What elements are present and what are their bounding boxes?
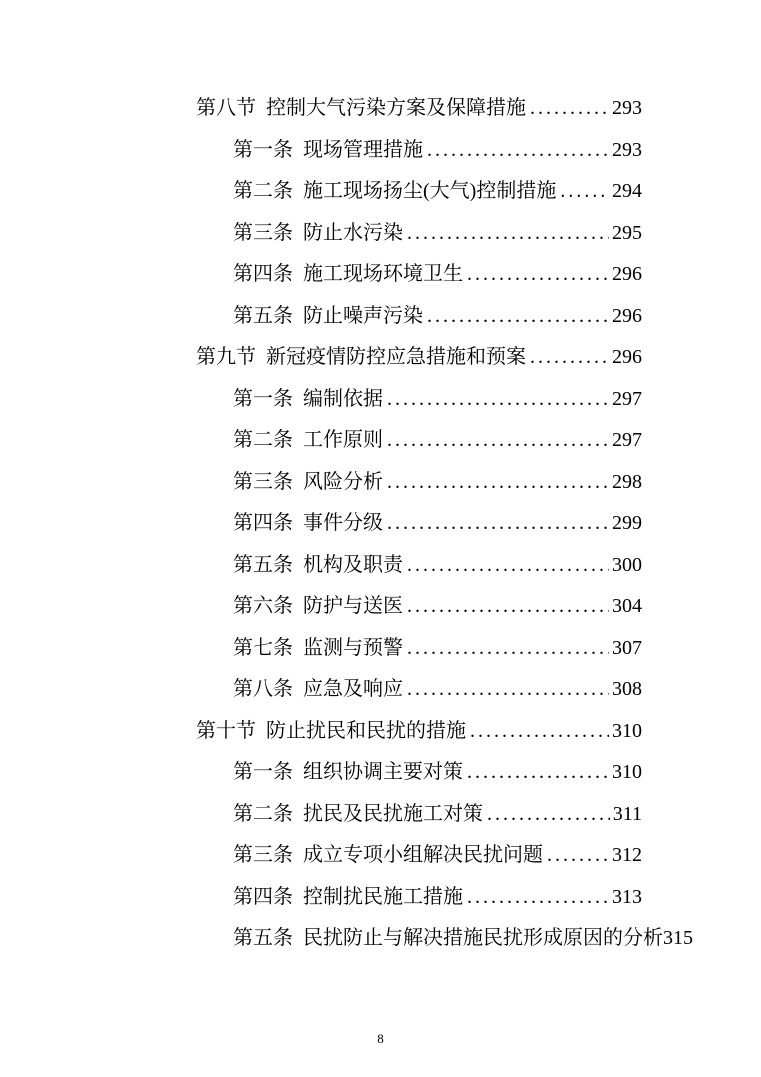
toc-sub-entry — [196, 752, 642, 794]
toc-sub-entry — [196, 296, 642, 338]
toc-entry-label: 第五条 防止噪声污染 — [233, 304, 423, 327]
toc-leader-dots — [467, 254, 609, 296]
toc-entry-label: 第三条 成立专项小组解决民扰问题 — [233, 844, 543, 866]
toc-sub-entry — [196, 130, 642, 172]
toc-entry-label: 第八条 应急及响应 — [233, 678, 403, 700]
toc-entry-page: 297 — [612, 429, 642, 451]
toc-entry-page: 300 — [612, 553, 642, 576]
toc-entry-page: 293 — [612, 97, 642, 119]
toc-leader-dots — [427, 296, 609, 338]
toc-sub-entry — [196, 420, 642, 462]
toc-sub-entry — [196, 379, 642, 421]
toc-leader-dots — [467, 752, 609, 794]
toc-entry-page: 295 — [612, 221, 642, 244]
toc-leader-dots — [407, 628, 609, 670]
toc-leader-dots — [467, 877, 609, 919]
toc-leader-dots — [407, 213, 609, 255]
toc-sub-entry — [196, 545, 642, 587]
toc-entry-label: 第十节 防止扰民和民扰的措施 — [196, 719, 466, 742]
toc-sub-entry — [196, 918, 693, 960]
toc-entry-label: 第一条 编制依据 — [233, 387, 383, 410]
toc-leader-dots — [530, 88, 609, 130]
toc-leader-dots — [387, 379, 609, 421]
toc-section-entry — [196, 711, 642, 753]
toc-entry-page: 310 — [612, 761, 642, 783]
toc-list — [196, 88, 693, 960]
toc-sub-entry — [196, 586, 642, 628]
toc-leader-dots — [547, 835, 609, 877]
toc-entry-label: 第二条 扰民及民扰施工对策 — [233, 802, 483, 825]
toc-entry-page: 298 — [612, 470, 642, 493]
toc-leader-dots — [487, 794, 610, 836]
toc-leader-dots — [407, 586, 609, 628]
toc-entry-label: 第八节 控制大气污染方案及保障措施 — [196, 97, 526, 119]
toc-entry-label: 第五条 机构及职责 — [233, 553, 403, 576]
toc-sub-entry — [196, 503, 642, 545]
toc-sub-entry — [196, 254, 642, 296]
toc-section-entry — [196, 88, 642, 130]
toc-sub-entry — [196, 462, 642, 504]
toc-sub-entry — [196, 171, 642, 213]
toc-leader-dots — [560, 171, 609, 213]
toc-entry-page: 311 — [612, 802, 642, 825]
toc-entry-label: 第一条 组织协调主要对策 — [233, 761, 463, 783]
toc-sub-entry — [196, 794, 642, 836]
toc-entry-label: 第一条 现场管理措施 — [233, 138, 423, 161]
toc-entry-label: 第六条 防护与送医 — [233, 595, 403, 617]
toc-entry-label: 第三条 风险分析 — [233, 470, 383, 493]
toc-entry-page: 293 — [612, 138, 642, 161]
toc-entry-page: 299 — [612, 512, 642, 534]
toc-sub-entry — [196, 877, 642, 919]
toc-sub-entry — [196, 628, 642, 670]
toc-entry-label: 第三条 防止水污染 — [233, 221, 403, 244]
toc-entry-page: 304 — [612, 595, 642, 617]
toc-entry-page: 310 — [612, 719, 642, 742]
toc-entry-page: 308 — [612, 678, 642, 700]
toc-entry-label: 第二条 施工现场扬尘(大气)控制措施 — [233, 180, 557, 202]
toc-entry-page: 313 — [612, 885, 642, 908]
toc-entry-label: 第四条 控制扰民施工措施 — [233, 885, 463, 908]
page-number: 8 — [377, 1031, 384, 1046]
toc-entry-page: 315 — [663, 927, 693, 949]
toc-leader-dots — [387, 420, 609, 462]
toc-entry-label: 第二条 工作原则 — [233, 429, 383, 451]
toc-sub-entry — [196, 669, 642, 711]
toc-leader-dots — [530, 337, 609, 379]
toc-leader-dots — [387, 503, 609, 545]
toc-sub-entry — [196, 835, 642, 877]
toc-entry-page: 297 — [612, 387, 642, 410]
toc-entry-page: 296 — [612, 346, 642, 368]
toc-sub-entry — [196, 213, 642, 255]
toc-entry-label: 第七条 监测与预警 — [233, 636, 403, 659]
toc-entry-label: 第五条 民扰防止与解决措施民扰形成原因的分析 — [233, 927, 663, 949]
toc-leader-dots — [470, 711, 609, 753]
toc-entry-page: 294 — [612, 180, 642, 202]
toc-entry-label: 第九节 新冠疫情防控应急措施和预案 — [196, 346, 526, 368]
toc-entry-page: 296 — [612, 304, 642, 327]
toc-entry-page: 312 — [612, 844, 642, 866]
toc-leader-dots — [427, 130, 609, 172]
toc-entry-label: 第四条 施工现场环境卫生 — [233, 263, 463, 285]
toc-leader-dots — [407, 545, 609, 587]
toc-section-entry — [196, 337, 642, 379]
toc-entry-page: 296 — [612, 263, 642, 285]
toc-leader-dots — [407, 669, 609, 711]
toc-entry-label: 第四条 事件分级 — [233, 512, 383, 534]
toc-entry-page: 307 — [612, 636, 642, 659]
toc-leader-dots — [387, 462, 609, 504]
